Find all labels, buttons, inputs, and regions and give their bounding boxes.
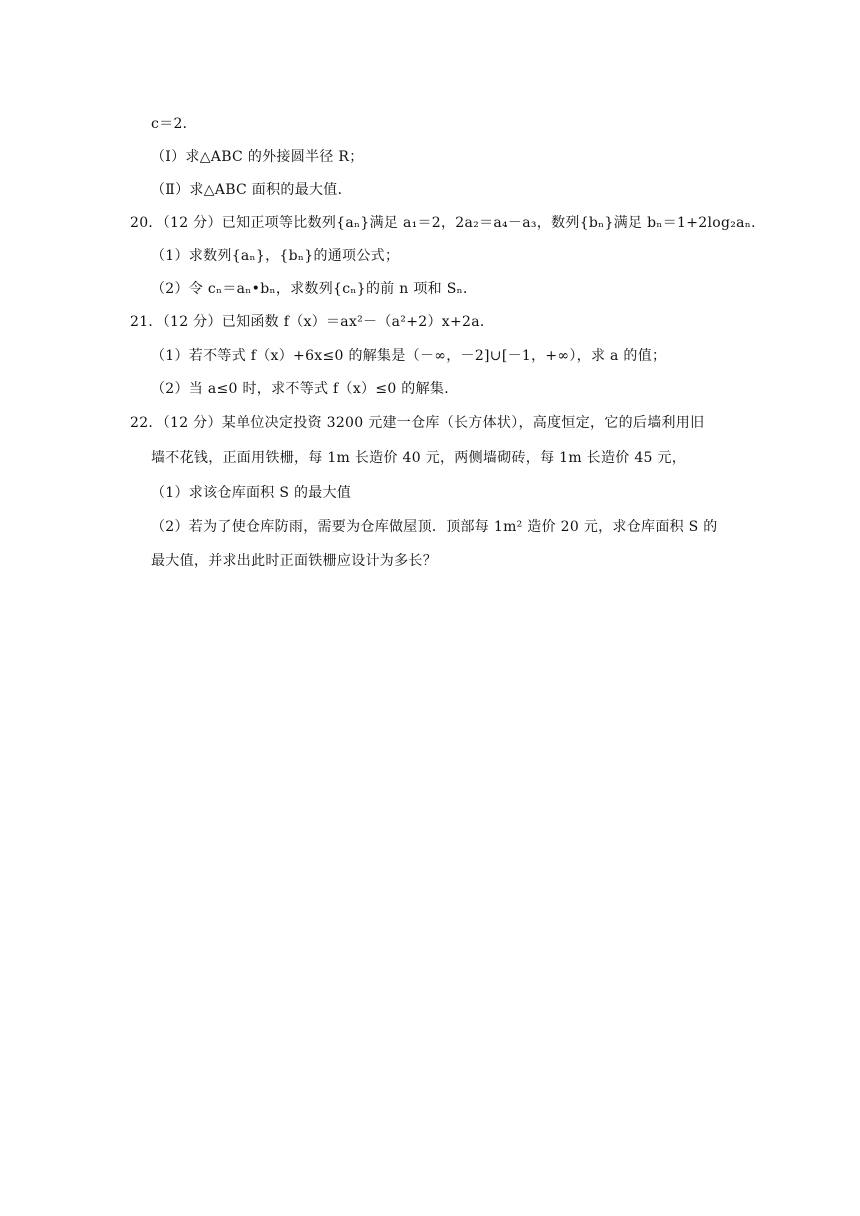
q19-part2: （Ⅱ）求△ABC 面积的最大值． xyxy=(151,182,352,198)
q20-stem: 20．（12 分）已知正项等比数列{aₙ}满足 a₁＝2，2a₂＝a₄－a₃，数列{bₙ}满足 bₙ＝1+2log₂aₙ． xyxy=(130,215,766,231)
q21-part1: （1）若不等式 f（x）+6x≤0 的解集是（－∞，－2]∪[－1，+∞），求 a 的值； xyxy=(151,348,667,364)
q22-stem-line1: 22．（12 分）某单位决定投资 3200 元建一仓库（长方体状），高度恒定，它的后墙利用旧 xyxy=(130,415,705,431)
q21-part2: （2）当 a≤0 时，求不等式 f（x）≤0 的解集． xyxy=(151,381,459,397)
q20-part1: （1）求数列{aₙ}，{bₙ}的通项公式； xyxy=(151,248,400,264)
q22-part2-line1: （2）若为了使仓库防雨，需要为仓库做屋顶．顶部每 1m² 造价 20 元，求仓库面积 S 的 xyxy=(151,519,718,535)
q21-stem: 21．（12 分）已知函数 f（x）＝ax²－（a²+2）x+2a． xyxy=(130,314,495,330)
q20-part2: （2）令 cₙ＝aₙ•bₙ，求数列{cₙ}的前 n 项和 Sₙ． xyxy=(151,281,478,297)
q22-stem-line2: 墙不花钱，正面用铁栅，每 1m 长造价 40 元，两侧墙砌砖，每 1m 长造价 45 元， xyxy=(151,450,687,466)
q22-part2-line2: 最大值，并求出此时正面铁栅应设计为多长？ xyxy=(151,553,437,569)
text-line-c-value: c＝2． xyxy=(151,116,197,132)
q22-part1: （1）求该仓库面积 S 的最大值 xyxy=(151,485,352,501)
q19-part1: （Ⅰ）求△ABC 的外接圆半径 R； xyxy=(151,149,364,165)
